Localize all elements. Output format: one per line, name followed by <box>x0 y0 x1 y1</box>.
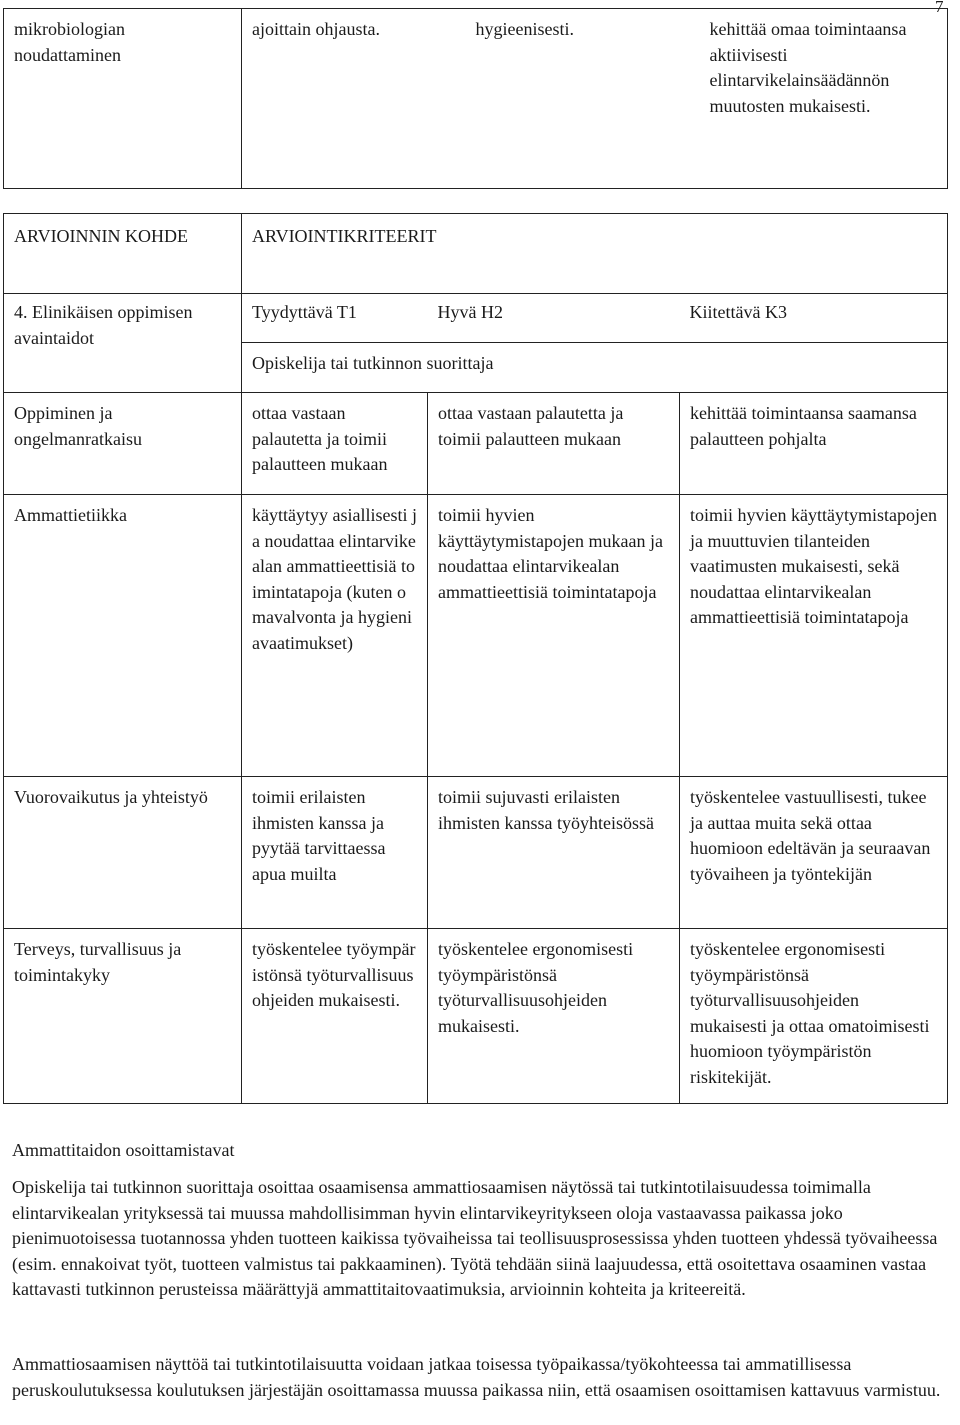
criteria-h2: toimii sujuvasti erilaisten ihmisten kanssa työyhteisössä <box>428 777 680 929</box>
criteria-t1: ottaa vastaan palautetta ja toimii palautteen mukaan <box>242 393 428 495</box>
assessment-target: Terveys, turvallisuus ja toimintakyky <box>4 929 242 1104</box>
assessment-target: Ammattietiikka <box>4 495 242 777</box>
criteria-t1: toimii erilaisten ihmisten kanssa ja pyytää tarvittaessa apua muilta <box>242 777 428 929</box>
criteria-k3-cell: kehittää omaa toimintaansa aktiivisesti elintarvikelainsäädännön muutosten mukaisesti. <box>700 9 948 189</box>
page-number: 7 <box>935 0 944 16</box>
assessment-target: Oppiminen ja ongelmanratkaisu <box>4 393 242 495</box>
subject-label: Opiskelija tai tutkinnon suorittaja <box>242 343 948 393</box>
table-row <box>4 393 948 495</box>
continuation-paragraph: Ammattiosaamisen näyttöä tai tutkintotilaisuutta voidaan jatkaa toisessa työpaikassa/työkohteessa tai ammatillisessa peruskoulutuksessa koulutuksen järjestäjän osoittamassa muussa paikassa niin, että osaamisen osoittamisen kattavuus varmistuu. <box>12 1354 941 1400</box>
continued-criteria-table <box>3 8 948 189</box>
criteria-t1: käyttäytyy asiallisesti ja noudattaa elintarvikealan ammattieettisiä toimintatapoja (kuten omavalvonta ja hygieniavaatimukset) <box>242 495 428 777</box>
section-heading: Ammattitaidon osoittamistavat <box>12 1140 235 1160</box>
criteria-h2: toimii hyvien käyttäytymistapojen mukaan ja noudattaa elintarvikealan ammattieettisiä toimintatapoja <box>428 495 680 777</box>
header-row <box>4 214 948 294</box>
criteria-t1: työskentelee työympäristönsä työturvallisuusohjeiden mukaisesti. <box>242 929 428 1104</box>
assessment-criteria-header: ARVIOINTIKRITEERIT <box>242 214 948 294</box>
section-label: 4. Elinikäisen oppimisen avaintaidot <box>4 294 242 393</box>
table-row <box>4 777 948 929</box>
level-h2: Hyvä H2 <box>428 294 680 343</box>
criteria-k3: työskentelee vastuullisesti, tukee ja auttaa muita sekä ottaa huomioon edeltävän ja seuraavan työvaiheen ja työntekijän <box>680 777 948 929</box>
levels-row <box>4 294 948 343</box>
criteria-k3: työskentelee ergonomisesti työympäristönsä työturvallisuusohjeiden mukaisesti ja ottaa omatoimisesti huomioon työympäristön riskitekijät. <box>680 929 948 1104</box>
level-t1: Tyydyttävä T1 <box>242 294 428 343</box>
criteria-t1-cell: ajoittain ohjausta. <box>242 9 466 189</box>
demonstration-paragraph: Opiskelija tai tutkinnon suorittaja osoittaa osaamisensa ammattiosaamisen näytössä tai tutkintotilaisuudessa toimimalla elintarvikealan yrityksessä tai muussa mahdollisimman hyvin elintarvikeyritykseen oloja vastaavassa paikassa joko pienimuotoisessa tuotannossa yhden tuotteen kaikissa työvaiheissa tai teollisuusprosessissa yhden tuotteen yhdessä työvaiheessa (esim. ennakoivat työt, tuotteen valmistus tai pakkaaminen). Työtä tehdään siinä laajuudessa, että osoitettava osaaminen vastaa kattavasti tutkinnon perusteissa määrättyjä ammattitaitovaatimuksia, arvioinnin kohteita ja kriteereitä. <box>12 1177 938 1299</box>
criteria-h2: ottaa vastaan palautetta ja toimii palautteen mukaan <box>428 393 680 495</box>
criteria-k3: kehittää toimintaansa saamansa palautteen pohjalta <box>680 393 948 495</box>
assessment-target: Vuorovaikutus ja yhteistyö <box>4 777 242 929</box>
table-row <box>4 9 948 189</box>
assessment-target-cell: mikrobiologian noudattaminen <box>4 9 242 189</box>
table-row <box>4 495 948 777</box>
table-row <box>4 929 948 1104</box>
criteria-k3: toimii hyvien käyttäytymistapojen ja muuttuvien tilanteiden vaatimusten mukaisesti, sekä noudattaa elintarvikealan ammattieettisiä toimintatapoja <box>680 495 948 777</box>
criteria-h2: työskentelee ergonomisesti työympäristönsä työturvallisuusohjeiden mukaisesti. <box>428 929 680 1104</box>
assessment-criteria-table <box>3 213 948 1104</box>
level-k3: Kiitettävä K3 <box>680 294 948 343</box>
assessment-object-header: ARVIOINNIN KOHDE <box>4 214 242 294</box>
criteria-h2-cell: hygieenisesti. <box>466 9 700 189</box>
